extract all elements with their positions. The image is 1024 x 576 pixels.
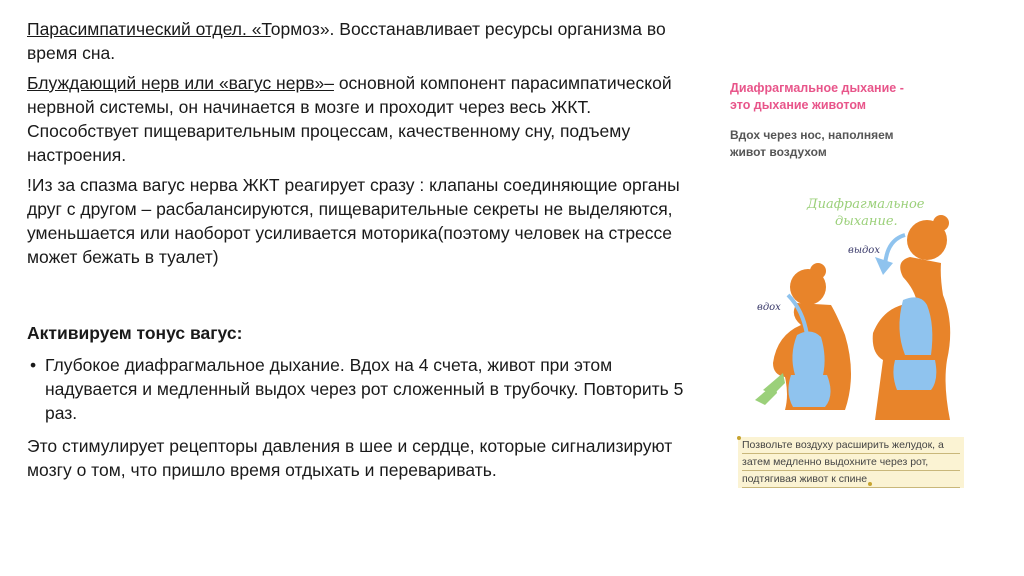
paragraph-receptors: Это стимулирует рецепторы давления в шее и сердце, которые сигнализируют мозгу о том, что пришло время отдыхать и переваривать.: [27, 436, 673, 480]
label-inhale: вдох: [757, 302, 781, 313]
section-heading: Активируем тонус вагус:: [27, 323, 243, 343]
paragraph-parasympathetic: [27, 17, 707, 65]
label-exhale: выдох: [848, 245, 880, 256]
figure-header: [730, 80, 980, 161]
caption-line2: затем медленно выдохните через рот,: [742, 454, 960, 471]
bullet-item: [27, 353, 707, 425]
selection-handle-start[interactable]: [737, 436, 741, 440]
breathing-illustration: [745, 185, 965, 420]
vagus-rest: основной компонент парасимпатической нервной системы, он начинается в мозге и проходит через весь ЖКТ. Способствует пищеварительным процессам, качественному сну, подъему настроения.: [27, 73, 672, 165]
inhale-figure: [755, 263, 851, 410]
handwritten-line2: дыхание.: [835, 214, 898, 229]
figure-sub-line2: живот воздухом: [730, 145, 827, 159]
handwritten-line1: Диафрагмальное: [807, 197, 925, 212]
caption-line1: Позвольте воздуху расширить желудок, а: [742, 437, 960, 454]
figure-title-line1: Диафрагмальное дыхание -: [730, 81, 904, 95]
paragraph-vagus: [27, 71, 707, 167]
caption-line3: подтягивая живот к спине: [742, 471, 960, 488]
vagus-underlined: Блуждающий нерв или «вагус нерв»–: [27, 73, 334, 93]
selection-handle-end[interactable]: [868, 482, 872, 486]
parasympathetic-rest: ормоз». Восстанавливает ресурсы организма во время сна.: [27, 19, 666, 63]
bullet-text: Глубокое диафрагмальное дыхание. Вдох на 4 счета, живот при этом надувается и медленный выдох через рот сложенный в трубочку. Повторить 5 раз.: [45, 355, 684, 423]
exhale-figure: [848, 215, 950, 420]
caption-box: [738, 437, 964, 488]
paragraph-spasm: !Из за спазма вагус нерва ЖКТ реагирует сразу : клапаны соединяющие органы друг с другом – расбалансируются, пищеварительные секреты не выделяются, уменьшается или наоборот усиливается моторика(поэтому человек на стрессе может бежать в туалет): [27, 175, 680, 267]
parasympathetic-underlined: Парасимпатический отдел. «Т: [27, 19, 271, 39]
figure-title-line2: это дыхание животом: [730, 98, 867, 112]
bullet-dot: •: [30, 355, 37, 375]
main-text: [27, 17, 707, 482]
figure-sub-line1: Вдох через нос, наполняем: [730, 128, 894, 142]
